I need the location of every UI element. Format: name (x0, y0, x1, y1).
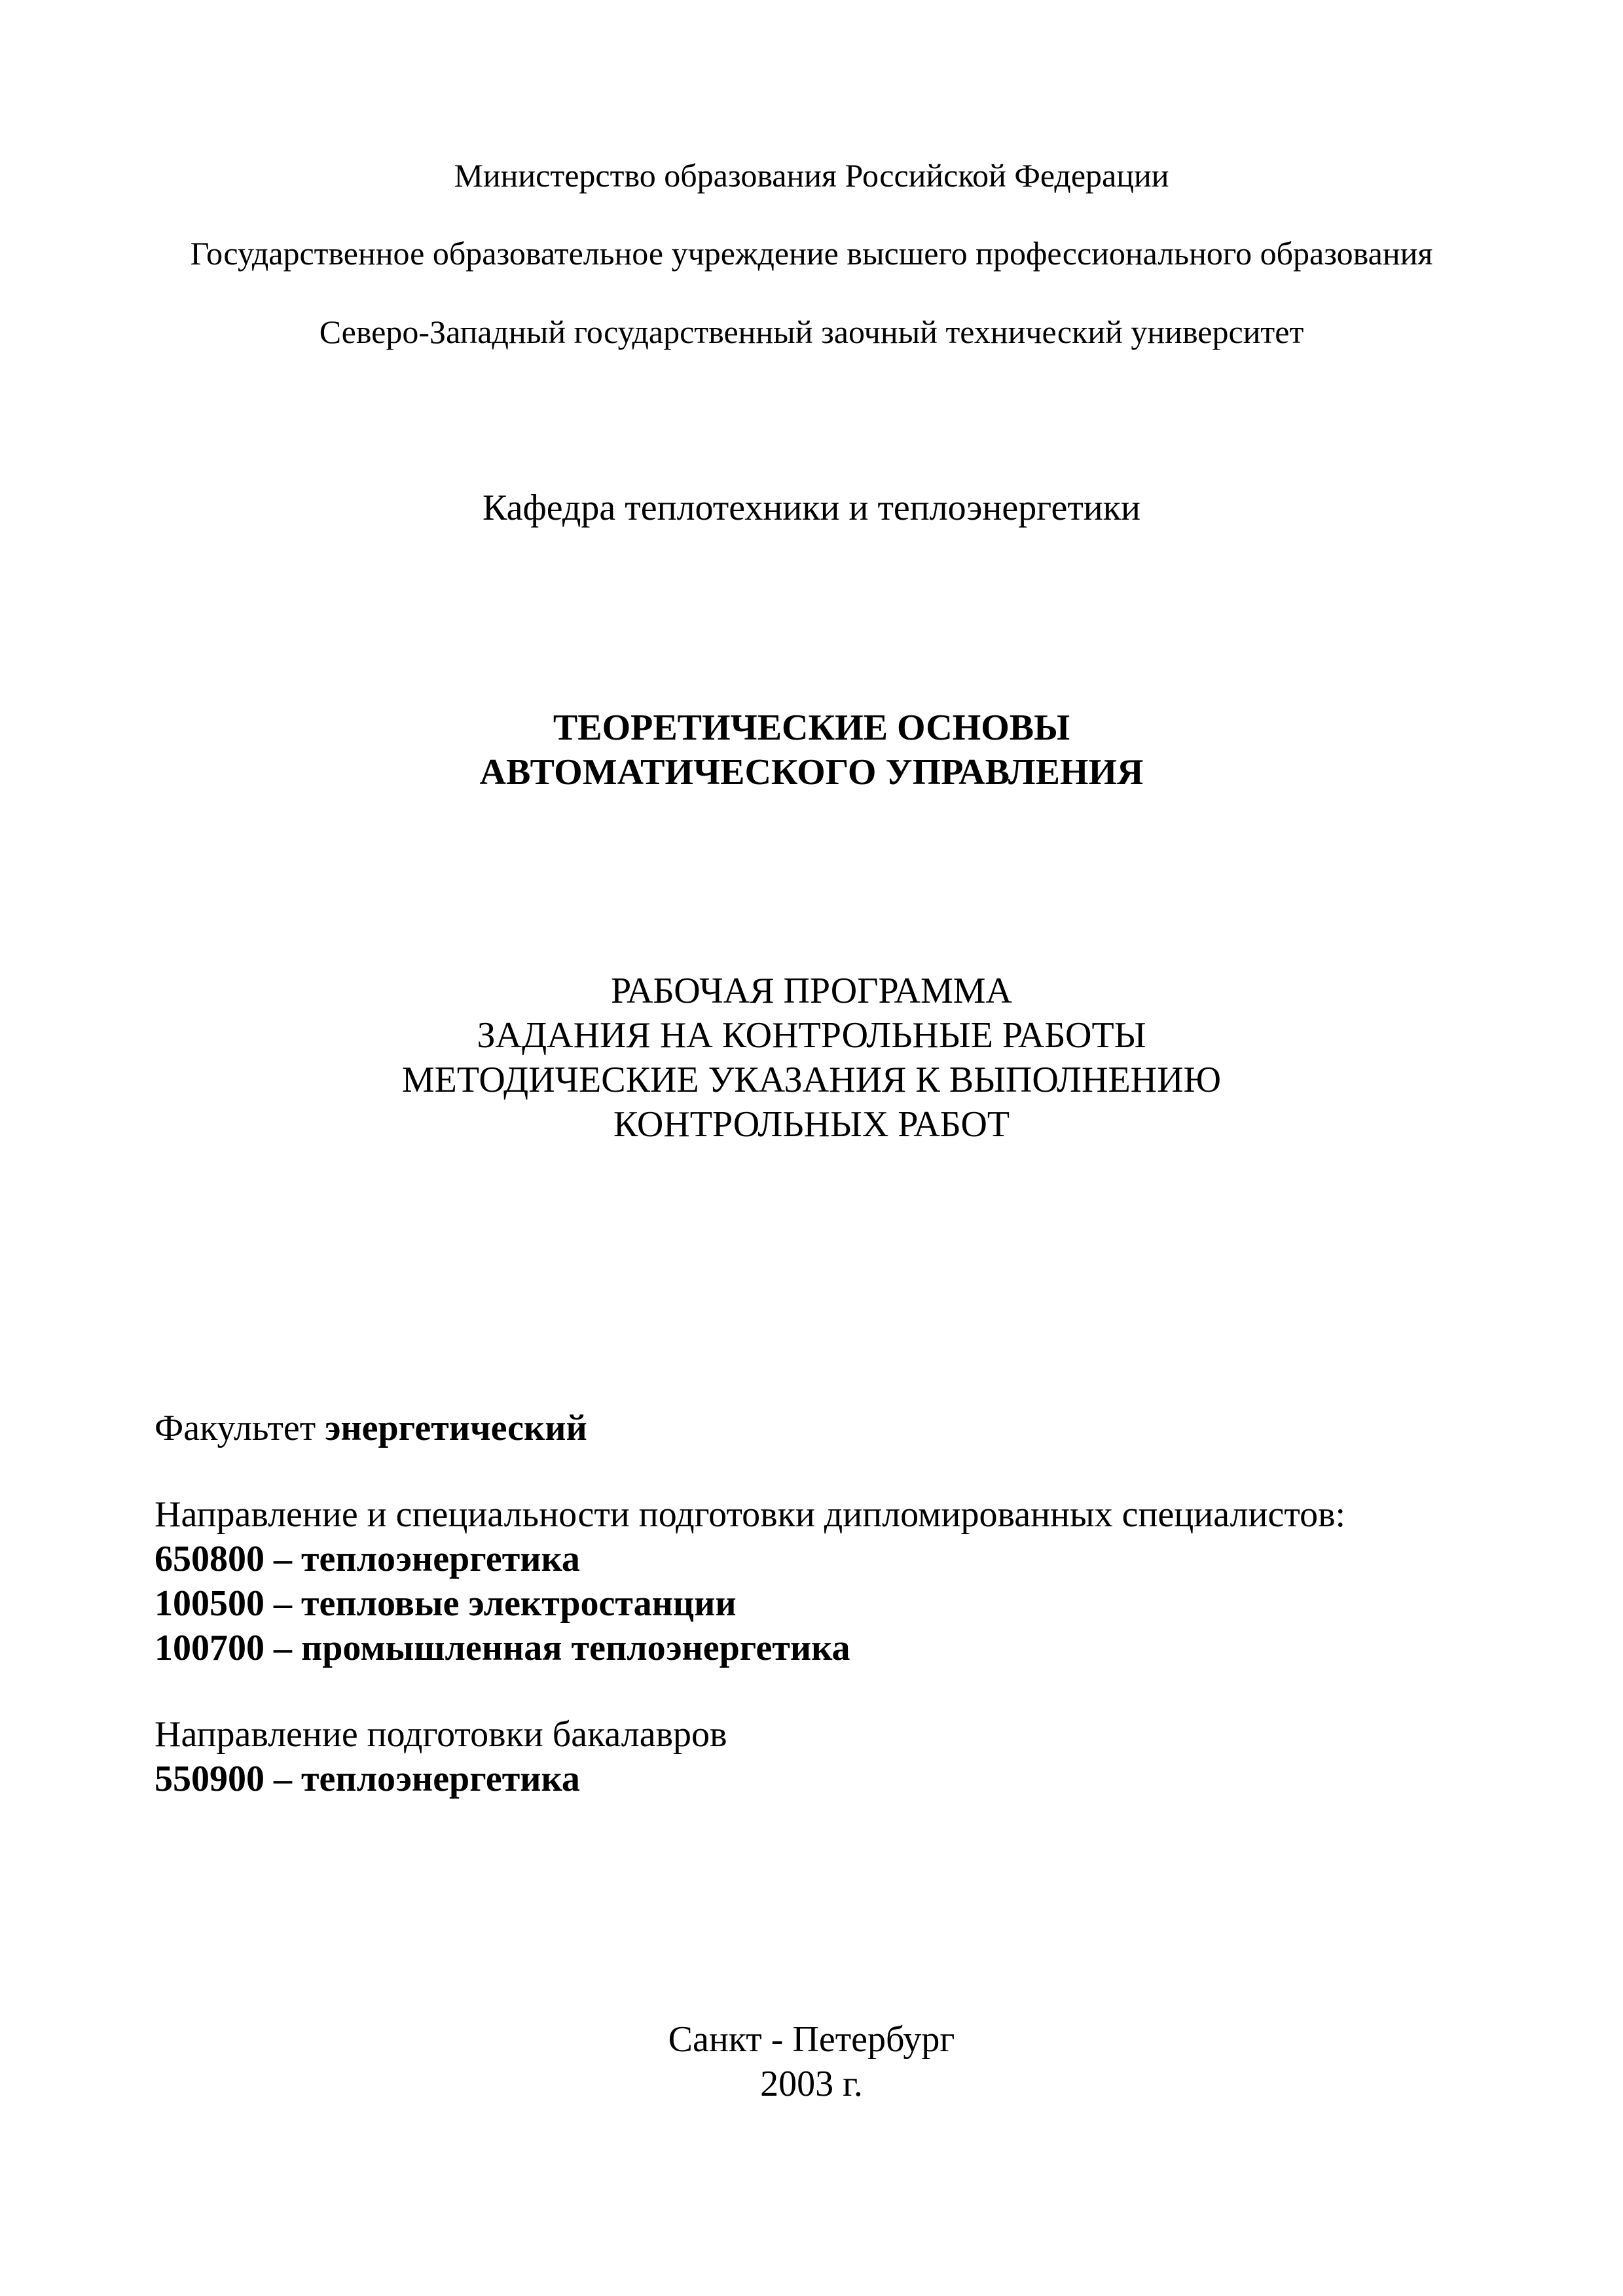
faculty-value: энергетический (325, 1408, 587, 1448)
bachelors-block (155, 1712, 727, 1801)
ministry-line: Министерство образования Российской Федерации (454, 157, 1169, 194)
title-line-2: АВТОМАТИЧЕСКОГО УПРАВЛЕНИЯ (479, 752, 1144, 793)
title-line-1: ТЕОРЕТИЧЕСКИЕ ОСНОВЫ (553, 708, 1070, 748)
university-line: Северо-Западный государственный заочный технический университет (319, 314, 1304, 350)
specialty-item: 100700 – промышленная теплоэнергетика (155, 1628, 850, 1668)
specialties-block (155, 1492, 1345, 1670)
specialties-heading: Направление и специальности подготовки дипломированных специалистов: (155, 1494, 1346, 1535)
specialty-item: 650800 – теплоэнергетика (155, 1539, 580, 1579)
department-line: Кафедра теплотехники и теплоэнергетики (483, 488, 1140, 528)
subtitle-line-3: МЕТОДИЧЕСКИЕ УКАЗАНИЯ К ВЫПОЛНЕНИЮ (401, 1060, 1222, 1100)
subtitle-line-2: ЗАДАНИЯ НА КОНТРОЛЬНЫЕ РАБОТЫ (477, 1015, 1146, 1056)
bachelors-item: 550900 – теплоэнергетика (155, 1759, 580, 1799)
subtitle-line-4: КОНТРОЛЬНЫХ РАБОТ (613, 1104, 1010, 1145)
year-line: 2003 г. (760, 2064, 863, 2104)
faculty-label: Факультет (155, 1408, 316, 1448)
city-line: Санкт - Петербург (668, 2019, 955, 2060)
institution-type-line: Государственное образовательное учреждение высшего профессионального образования (190, 235, 1433, 272)
subtitle-line-1: РАБОЧАЯ ПРОГРАММА (611, 971, 1012, 1011)
faculty-line (155, 1406, 587, 1450)
bachelors-heading: Направление подготовки бакалавров (155, 1714, 727, 1755)
specialty-item: 100500 – тепловые электростанции (155, 1583, 737, 1624)
